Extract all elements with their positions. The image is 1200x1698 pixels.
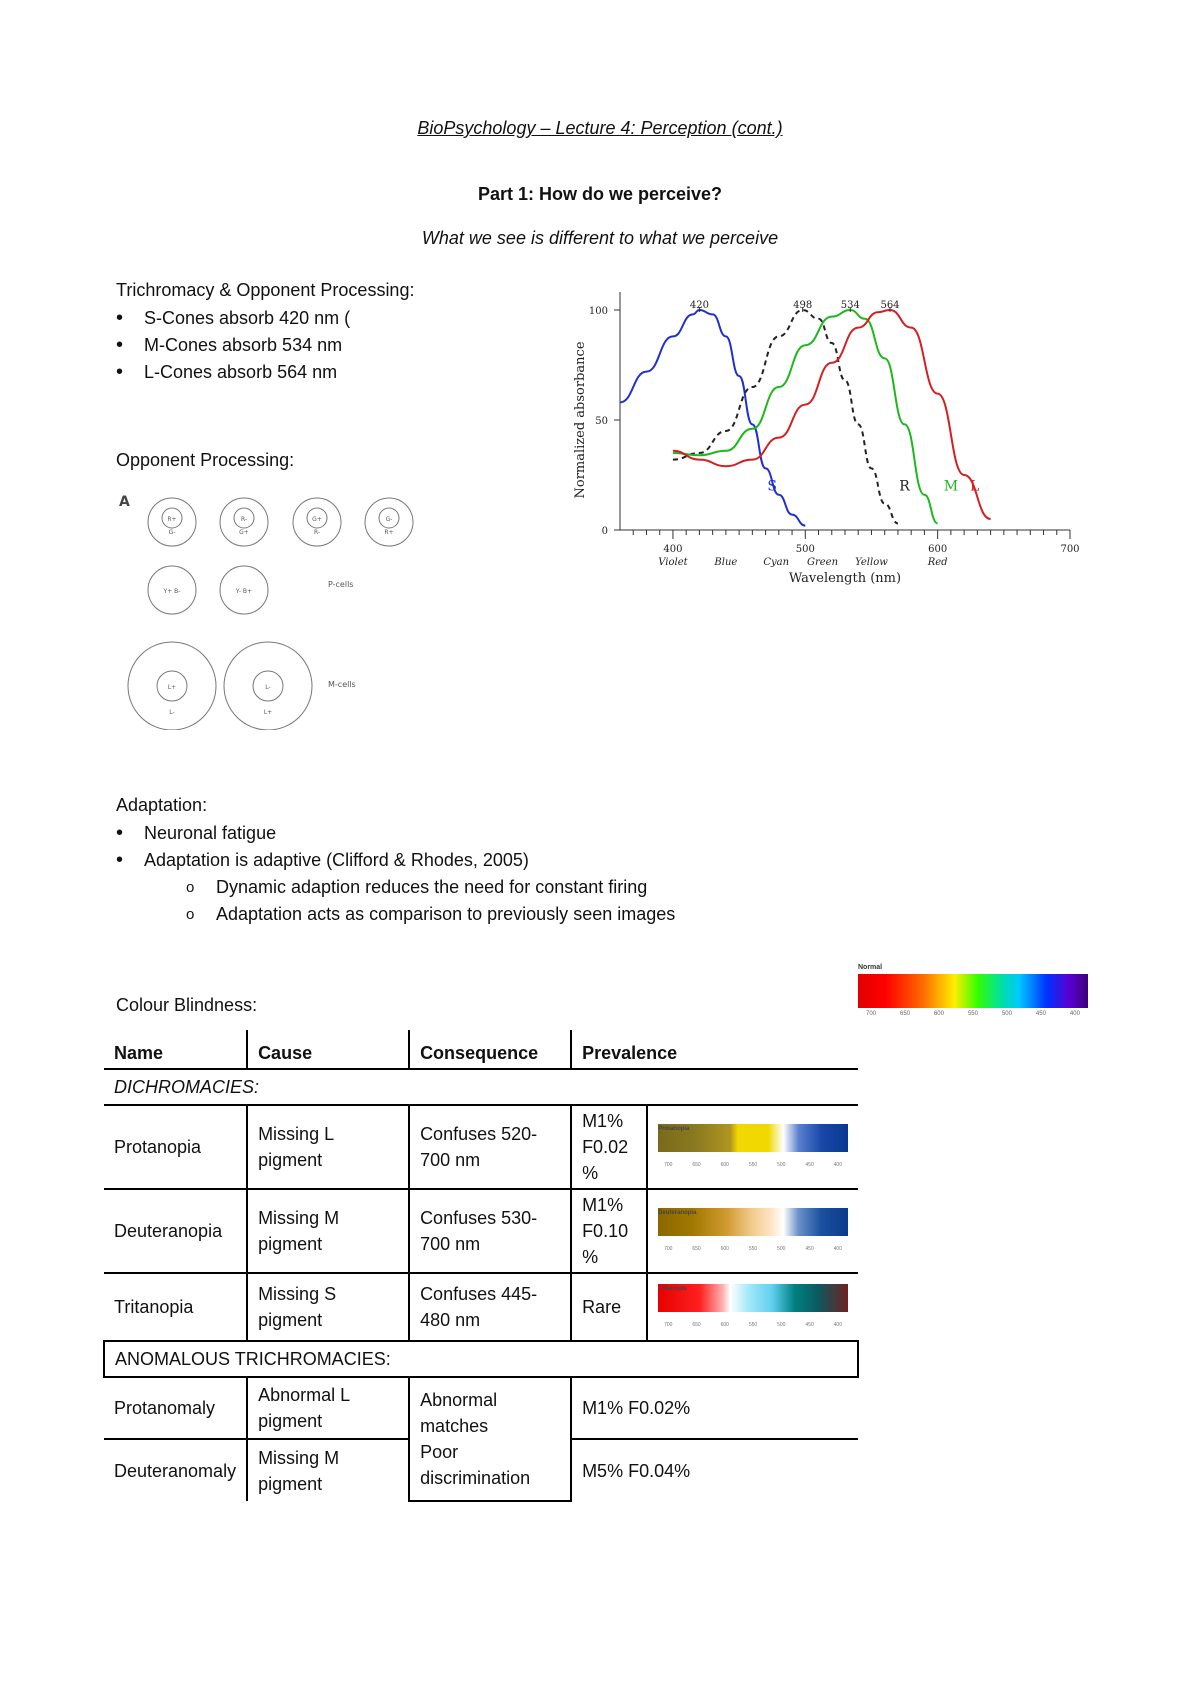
- cell-name: Protanopia: [104, 1105, 247, 1189]
- section-label: DICHROMACIES:: [104, 1069, 858, 1105]
- series-name-label: M: [943, 478, 959, 495]
- spectrum-tick: 550: [967, 1011, 978, 1017]
- list-item: • S-Cones absorb 420 nm (: [70, 305, 350, 332]
- color-name-label: Green: [806, 557, 839, 568]
- series-name-label: L: [970, 478, 980, 495]
- opponent-cell: [220, 566, 268, 614]
- part-heading: Part 1: How do we perceive?: [477, 184, 723, 204]
- cone-absorbance-chart: [570, 280, 1090, 610]
- cell-prevalence: M1% F0.10 %: [571, 1189, 647, 1273]
- x-tick-label: 700: [1060, 544, 1080, 555]
- column-header: Prevalence: [571, 1030, 858, 1069]
- list-item: • Adaptation is adaptive (Clifford & Rhodes, 2005): [70, 847, 675, 874]
- svg-text:G+: G+: [312, 516, 322, 523]
- cell-spectrum: [647, 1189, 858, 1273]
- cell-consequence: Confuses 520-700 nm: [409, 1105, 571, 1189]
- cell-prevalence: M5% F0.04%: [582, 1460, 691, 1481]
- cell-cause: Abnormal L pigment: [247, 1377, 409, 1439]
- list-item: • Neuronal fatigue: [70, 820, 675, 847]
- svg-text:R-: R-: [313, 529, 321, 536]
- column-header: Name: [104, 1030, 247, 1069]
- spectrum-tick: 600: [720, 1322, 729, 1328]
- spectrum-ticks: [658, 1236, 848, 1262]
- colour-blindness-table: [103, 1030, 859, 1502]
- series-name-label: R: [899, 478, 910, 495]
- spectrum-tick: 550: [748, 1246, 758, 1252]
- panel-label: A: [119, 494, 130, 510]
- part-subtitle: What we see is different to what we perceive: [421, 228, 779, 248]
- spectrum-tick: 450: [805, 1322, 814, 1328]
- cell-name: Tritanopia: [104, 1273, 247, 1341]
- list-item: o Adaptation acts as comparison to previously seen images: [70, 901, 675, 928]
- spectrum-ticks: [658, 1152, 848, 1178]
- consequence-line: Poor discrimination: [420, 1442, 531, 1488]
- spectrum-bar: [858, 974, 1088, 1008]
- svg-text:L-: L-: [265, 684, 271, 691]
- opponent-cell: [128, 642, 216, 730]
- spectrum-tick: 400: [833, 1246, 842, 1252]
- trichromacy-list: [70, 305, 350, 386]
- peak-label: 564: [880, 300, 900, 311]
- spectrum-tick: 650: [899, 1011, 910, 1017]
- svg-text:G-: G-: [168, 529, 176, 536]
- normal-spectrum: [858, 964, 1088, 1017]
- opponent-cell: [148, 566, 196, 614]
- svg-text:Y+ B-: Y+ B-: [163, 588, 181, 595]
- svg-text:R-: R-: [240, 516, 248, 523]
- colour-blindness-heading: Colour Blindness:: [116, 995, 258, 1015]
- list-item: o Dynamic adaption reduces the need for constant firing: [70, 874, 675, 901]
- svg-text:R+: R+: [167, 516, 177, 523]
- x-axis-label: Wavelength (nm): [788, 571, 902, 586]
- series-name-label: S: [767, 478, 778, 495]
- y-tick-label: 100: [588, 306, 608, 317]
- cell-name: Deuteranopia: [104, 1189, 247, 1273]
- svg-text:G+: G+: [239, 529, 249, 536]
- spectrum-ticks: [858, 1011, 1088, 1017]
- spectrum-label: [658, 1200, 848, 1208]
- spectrum-tick: 500: [777, 1246, 786, 1252]
- color-name-label: Red: [927, 557, 948, 568]
- list-item: • M-Cones absorb 534 nm: [70, 332, 350, 359]
- spectrum-tick: 650: [692, 1162, 701, 1168]
- spectrum-tick: 550: [748, 1322, 758, 1328]
- peak-label: 420: [689, 300, 709, 311]
- spectrum-ticks: [658, 1312, 848, 1338]
- opponent-cell: [224, 642, 312, 730]
- list-item: • L-Cones absorb 564 nm: [70, 359, 350, 386]
- opponent-cells-diagram: [116, 490, 426, 730]
- opponent-heading: Opponent Processing:: [116, 450, 295, 470]
- cell-cause: Missing M pigment: [247, 1189, 409, 1273]
- opponent-cell: [293, 498, 341, 546]
- m-cells-label: M-cells: [328, 680, 356, 689]
- spectrum-label: Normal: [858, 964, 883, 971]
- spectrum-tick: 450: [805, 1162, 814, 1168]
- svg-text:L+: L+: [263, 709, 273, 716]
- spectrum-tick: 700: [866, 1011, 877, 1017]
- spectrum-tick: 650: [692, 1322, 701, 1328]
- adaptation-heading: Adaptation:: [116, 795, 208, 815]
- spectrum-tick: 600: [720, 1246, 729, 1252]
- cell-consequence: Confuses 530-700 nm: [409, 1189, 571, 1273]
- section-row: [104, 1069, 858, 1105]
- spectrum-tick: 600: [933, 1011, 944, 1017]
- spectrum-tick: 600: [720, 1162, 729, 1168]
- spectrum-tick: 700: [664, 1246, 673, 1252]
- spectrum-tick: 500: [1001, 1011, 1012, 1017]
- table-row: [104, 1105, 858, 1189]
- spectrum-tick: 550: [748, 1162, 758, 1168]
- spectrum-tick: 450: [1035, 1011, 1046, 1017]
- column-header: Consequence: [409, 1030, 571, 1069]
- consequence-line: Abnormal matches: [420, 1390, 498, 1436]
- cell-prevalence: M1% F0.02%: [571, 1377, 858, 1439]
- svg-text:G-: G-: [385, 516, 393, 523]
- color-name-label: Violet: [658, 557, 688, 568]
- table-header-row: [104, 1030, 858, 1069]
- y-axis-label: Normalized absorbance: [573, 341, 588, 499]
- svg-text:Y- B+: Y- B+: [235, 588, 253, 595]
- peak-label: 498: [793, 300, 813, 311]
- trichromacy-heading: Trichromacy & Opponent Processing:: [116, 280, 415, 300]
- x-tick-label: 600: [928, 544, 948, 555]
- y-tick-label: 0: [601, 526, 608, 537]
- spectrum-tick: 400: [833, 1322, 842, 1328]
- cell-cause: Missing M pigment: [247, 1439, 409, 1501]
- color-name-label: Yellow: [855, 557, 888, 568]
- series-line-M: [673, 310, 938, 523]
- cell-consequence: [409, 1377, 571, 1501]
- svg-text:L-: L-: [169, 709, 175, 716]
- spectrum-tick: 400: [833, 1162, 842, 1168]
- cell-consequence: Confuses 445-480 nm: [409, 1273, 571, 1341]
- cell-spectrum: [647, 1273, 858, 1341]
- spectrum-tick: 500: [777, 1322, 786, 1328]
- series-line-S: [620, 310, 805, 526]
- spectrum-tick: 450: [805, 1246, 814, 1252]
- cell-name: Deuteranomaly: [114, 1460, 237, 1481]
- opponent-cell: [365, 498, 413, 546]
- section-label: ANOMALOUS TRICHROMACIES:: [104, 1341, 858, 1377]
- cell-cause: Missing S pigment: [247, 1273, 409, 1341]
- cell-cause: Missing L pigment: [247, 1105, 409, 1189]
- cell-prevalence: Rare: [571, 1273, 647, 1341]
- table-row: [104, 1273, 858, 1341]
- spectrum-tick: 500: [777, 1162, 786, 1168]
- svg-text:R+: R+: [384, 529, 394, 536]
- p-cells-label: P-cells: [328, 580, 354, 589]
- column-header: Cause: [247, 1030, 409, 1069]
- spectrum-tick: 400: [1069, 1011, 1080, 1017]
- section-row: [104, 1341, 858, 1377]
- opponent-cell: [148, 498, 196, 546]
- table-row: [104, 1377, 858, 1439]
- document-title: BioPsychology – Lecture 4: Perception (cont.): [417, 118, 783, 138]
- cell-spectrum: [647, 1105, 858, 1189]
- series-line-R: [673, 310, 898, 523]
- peak-label: 534: [840, 300, 860, 311]
- x-tick-label: 400: [663, 544, 683, 555]
- spectrum-label: [658, 1276, 848, 1284]
- spectrum-tick: 650: [692, 1246, 701, 1252]
- color-name-label: Cyan: [763, 557, 790, 568]
- spectrum-tick: 700: [664, 1162, 673, 1168]
- spectrum-tick: 700: [664, 1322, 673, 1328]
- svg-text:L+: L+: [167, 684, 177, 691]
- y-tick-label: 50: [595, 416, 608, 427]
- spectrum-label: [658, 1116, 848, 1124]
- adaptation-list: [70, 820, 675, 928]
- opponent-cell: [220, 498, 268, 546]
- cell-name: Protanomaly: [104, 1377, 247, 1439]
- x-tick-label: 500: [795, 544, 815, 555]
- color-name-label: Blue: [714, 557, 738, 568]
- cell-prevalence: M1% F0.02 %: [571, 1105, 647, 1189]
- table-row: [104, 1189, 858, 1273]
